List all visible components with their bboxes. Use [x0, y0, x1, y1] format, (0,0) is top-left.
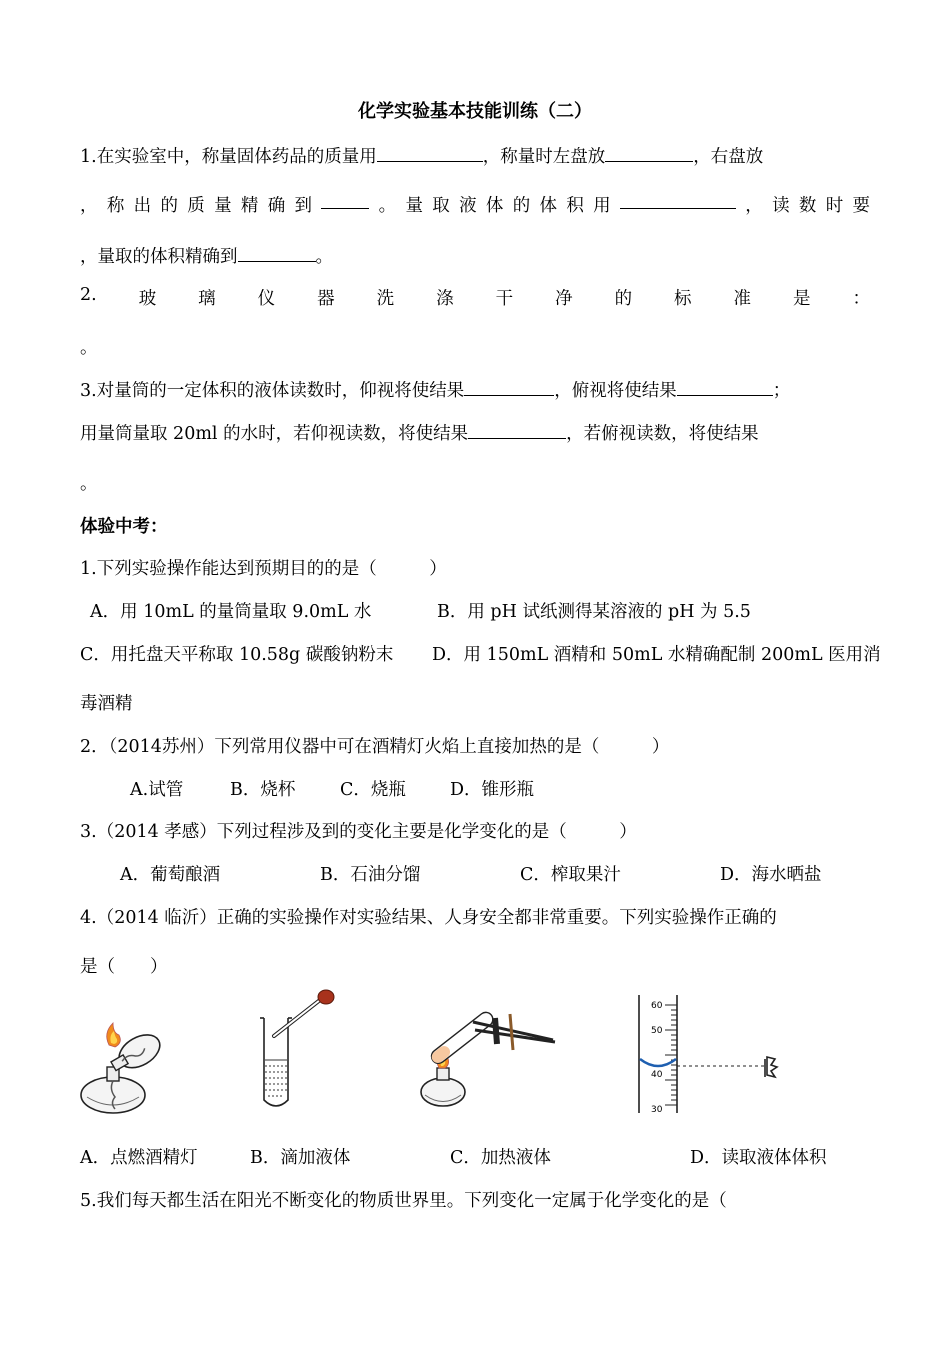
q1-blank-1[interactable]: [377, 145, 483, 162]
e1-stem: 1.下列实验操作能达到预期目的的是（ ）: [80, 559, 447, 579]
q3-end: 。: [80, 474, 98, 494]
q1-line1: [80, 143, 763, 168]
q2-char: 仪: [257, 289, 276, 309]
q1-l2-char: 精: [240, 196, 259, 216]
q2-line: [80, 285, 870, 310]
figure-reading-cylinder: [625, 993, 785, 1118]
q1-l2-char: 取: [432, 196, 450, 216]
q3-line1: [80, 377, 790, 402]
q1-blank-5[interactable]: [238, 245, 316, 262]
e4-stem-cont: 是（ ）: [80, 957, 168, 977]
q3-blank-3[interactable]: [468, 422, 566, 439]
e1-option-d: D．用 150mL 酒精和 50mL 水精确配制 200mL 医用消: [432, 645, 881, 665]
q3-blank-2[interactable]: [677, 379, 773, 396]
q1-l2-char: ，: [745, 196, 763, 216]
q1-l2-char: 体: [485, 196, 504, 216]
q1-line3: [80, 243, 333, 268]
q1-l2-char: 的: [160, 196, 178, 216]
q2-char: 璃: [198, 289, 216, 309]
q1-l2-char: 时: [825, 196, 844, 216]
e3-option-c: C．榨取果汁: [520, 865, 621, 885]
q3-text-a: 3.对量筒的一定体积的液体读数时，仰视将使结果: [80, 381, 465, 401]
e4-stem: 4.（2014 临沂）正确的实验操作对实验结果、人身安全都非常重要。下列实验操作正确的: [80, 908, 777, 928]
q3-text-b: ，俯视将使结果: [554, 381, 677, 401]
q3-text-d: 用量筒量取 20ml 的水时，若仰视读数，将使结果: [80, 424, 469, 444]
q1-text-a: 1.在实验室中，称量固体药品的质量用: [80, 147, 377, 167]
page-title: 化学实验基本技能训练（二）: [358, 101, 592, 122]
e1-option-b: B．用 pH 试纸测得某溶液的 pH 为 5.5: [437, 602, 751, 622]
q1-l2-char: 数: [798, 196, 817, 216]
e4-option-a: A．点燃酒精灯: [80, 1148, 198, 1168]
q1-l2-char: 称: [106, 196, 125, 216]
q1-text-c: ，右盘放: [693, 147, 764, 167]
q2-char: 准: [733, 289, 752, 309]
e2-option-b: B．烧杯: [230, 780, 296, 800]
q1-text-e: 。: [315, 247, 333, 267]
q1-line2: [80, 192, 870, 217]
e3-option-d: D．海水晒盐: [720, 865, 822, 885]
e4-option-c: C．加热液体: [450, 1148, 551, 1168]
e3-stem: 3.（2014 孝感）下列过程涉及到的变化主要是化学变化的是（ ）: [80, 822, 637, 842]
q2-char: 标: [674, 289, 692, 309]
q1-blank-3[interactable]: [321, 192, 369, 209]
e3-option-a: A．葡萄酿酒: [120, 865, 221, 885]
q1-l2-char: 量: [405, 196, 423, 216]
q2-char: 洗: [376, 289, 395, 309]
e2-option-a: A.试管: [130, 780, 184, 800]
scale-label: 40: [651, 1070, 663, 1080]
q1-l2-char: 出: [133, 196, 152, 216]
q1-text-d: ，量取的体积精确到: [80, 247, 238, 267]
e4-option-b: B．滴加液体: [250, 1148, 351, 1168]
q1-l2-char: 用: [593, 196, 611, 216]
q2-char: 玻: [138, 289, 157, 309]
q1-l2-char: 。: [378, 196, 397, 216]
scale-label: 60: [651, 1001, 663, 1011]
q3-line2: [80, 420, 759, 445]
e1-option-c: C．用托盘天平称取 10.58g 碳酸钠粉末: [80, 645, 394, 665]
q2-char: 涤: [436, 289, 454, 309]
section-heading: 体验中考：: [80, 517, 168, 537]
e5-stem: 5.我们每天都生活在阳光不断变化的物质世界里。下列变化一定属于化学变化的是（: [80, 1191, 727, 1211]
q2-end: 。: [80, 338, 98, 358]
q2-char: 器: [317, 289, 335, 309]
q1-blank-2[interactable]: [605, 145, 693, 162]
q2-char: 2.: [80, 285, 97, 305]
e2-stem: 2．（2014苏州）下列常用仪器中可在酒精灯火焰上直接加热的是（ ）: [80, 737, 670, 757]
q2-char: 的: [614, 289, 633, 309]
q3-text-e: ，若俯视读数，将使结果: [566, 424, 759, 444]
q1-l2-char: ，: [80, 196, 98, 216]
figure-dropper: [250, 988, 350, 1116]
q1-l2-char: 量: [214, 196, 232, 216]
q1-l2-char: 到: [294, 196, 312, 216]
q2-char: 干: [495, 289, 514, 309]
q3-blank-1[interactable]: [464, 379, 554, 396]
q1-l2-char: 液: [459, 196, 477, 216]
e1-option-d-cont: 毒酒精: [80, 694, 133, 714]
scale-label: 50: [651, 1026, 663, 1036]
scale-label: 30: [651, 1105, 663, 1115]
q1-l2-char: 积: [566, 196, 584, 216]
q1-text-b: ，称量时左盘放: [482, 147, 606, 167]
figure-heating-tube: [415, 1000, 565, 1115]
q1-l2-char: 要: [852, 196, 870, 216]
q1-l2-char: 确: [267, 196, 286, 216]
e1-option-a: A．用 10mL 的量筒量取 9.0mL 水: [90, 602, 372, 622]
e2-option-c: C．烧瓶: [340, 780, 406, 800]
q2-char: 净: [555, 289, 573, 309]
figure-lighting-lamp: [75, 1015, 175, 1115]
e3-option-b: B．石油分馏: [320, 865, 421, 885]
q2-char: ：: [852, 289, 870, 309]
q1-l2-char: 读: [772, 196, 790, 216]
q2-char: 是: [793, 289, 811, 309]
q1-l2-char: 质: [187, 196, 205, 216]
q1-l2-char: 体: [539, 196, 557, 216]
e4-option-d: D．读取液体体积: [690, 1148, 827, 1168]
q1-l2-char: 的: [512, 196, 531, 216]
q3-text-c: ；: [772, 381, 791, 401]
q1-blank-4[interactable]: [620, 192, 736, 209]
e2-option-d: D．锥形瓶: [450, 780, 535, 800]
